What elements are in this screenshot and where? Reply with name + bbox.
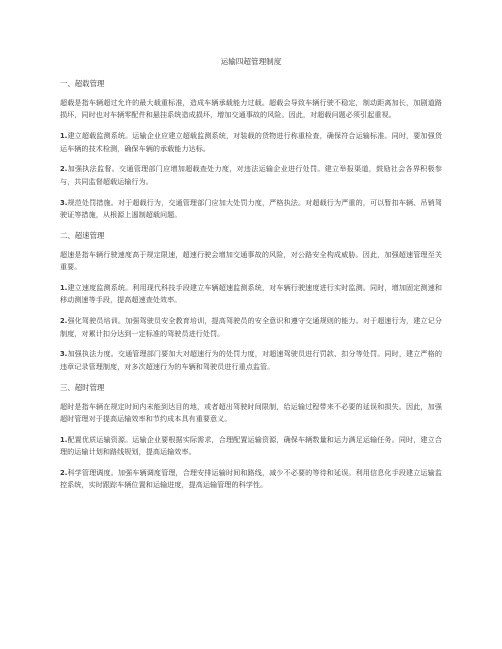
list-item [60, 467, 442, 492]
section-intro-speeding: 超速是指车辆行驶速度高于规定限速，超速行驶会增加交通事故的风险，对公路安全构成威胁。因此，加强超速管理至关重要。 [60, 249, 442, 272]
section-heading-overload: 一、超载管理 [60, 79, 105, 88]
list-item [60, 197, 442, 222]
list-item [60, 348, 442, 373]
list-item [60, 282, 442, 307]
section-intro-overtime: 超时是指车辆在规定时间内未能到达目的地，或者超出驾驶时间限制，给运输过程带来不必要的延误和损失。因此，加强超时管理对于提高运输效率和节约成本具有重要意义。 [60, 401, 442, 424]
document-title: 运输四超管理制度 [220, 57, 282, 66]
item-number: 1. [60, 435, 68, 444]
item-text: 配置优质运输资源。运输企业要根据实际需求，合理配置运输资源，确保车辆数量和运力满足运输任务。同时，建立合理的运输计划和路线规划，提高运输效率。 [60, 434, 442, 457]
item-text: 加强执法监督。交通管理部门应增加超载查处力度，对违法运输企业进行处罚。建立举报渠道，鼓励社会各界积极参与，共同监督超载运输行为。 [60, 164, 442, 186]
item-number: 2. [60, 165, 68, 174]
section-heading-overtime: 三、超时管理 [60, 382, 105, 392]
list-item [60, 315, 442, 340]
list-item [60, 163, 442, 188]
item-number: 3. [60, 350, 68, 359]
item-number: 2. [60, 469, 68, 478]
item-number: 1. [60, 284, 68, 293]
item-text: 科学管理调度。加强车辆调度管理，合理安排运输时间和路线，减少不必要的等待和延误。利用信息化手段建立运输监控系统，实时跟踪车辆位置和运输进度，提高运输管理的科学性。 [60, 468, 442, 490]
item-text: 规范处罚措施。对于超载行为，交通管理部门应加大处罚力度，严格执法。对超载行为严重的，可以暂扣车辆、吊销驾驶证等措施，从根源上遏制超载问题。 [60, 197, 442, 220]
item-text: 建立速度监测系统。利用现代科技手段建立车辆超速监测系统，对车辆行驶速度进行实时监测。同时，增加固定测速和移动测速等手段，提高超速查处效率。 [60, 283, 442, 305]
item-number: 3. [60, 198, 68, 207]
item-text: 强化驾驶员培训。加强驾驶员安全教育培训，提高驾驶员的安全意识和遵守交通规则的能力。对于超速行为，建立记分制度，对累计扣分达到一定标准的驾驶员进行处罚。 [60, 316, 442, 338]
item-text: 建立超载监测系统。运输企业应建立超载监测系统，对装载的货物进行称重检查，确保符合运输标准。同时，要加强货运车辆的技术检测，确保车辆的承载能力达标。 [60, 131, 442, 153]
item-number: 1. [60, 132, 68, 141]
item-text: 加强执法力度。交通管理部门要加大对超速行为的处罚力度，对超速驾驶员进行罚款、扣分等处罚。同时，建立严格的违章记录管理制度，对多次超速行为的车辆和驾驶员进行重点监管。 [60, 349, 442, 371]
section-heading-speeding: 二、超速管理 [60, 230, 105, 240]
list-item [60, 130, 442, 155]
item-number: 2. [60, 317, 68, 326]
list-item [60, 434, 442, 459]
section-intro-overload: 超载是指车辆超过允许的最大载重标准，造成车辆承载能力过载。超载会导致车辆行驶不稳定，制动距离加长，加剧道路损坏，同时也对车辆零配件和悬挂系统造成损坏，增加交通事故的风险。因此，对超载问题必须引起重视。 [60, 98, 442, 120]
